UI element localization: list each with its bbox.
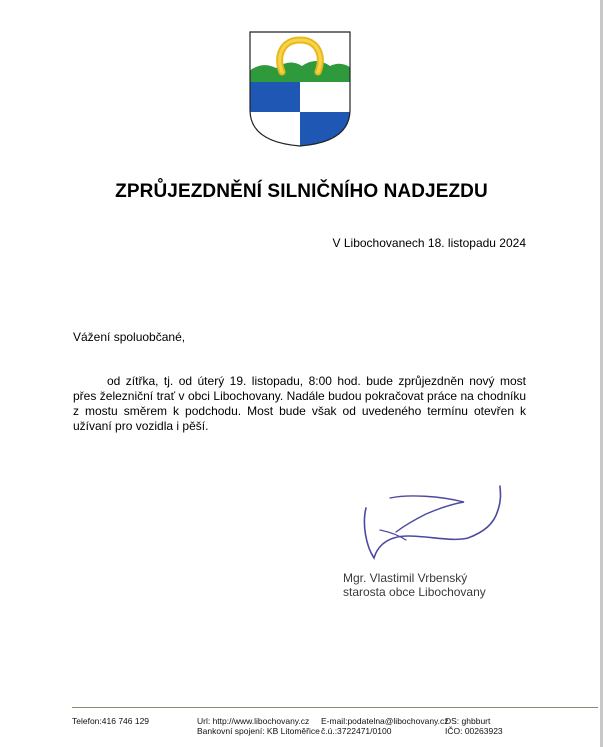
letter-body: od zítřka, tj. od úterý 19. listopadu, 8:00 hod. bude zprůjezdněn nový most přes železniční trať v obci Libochovany. Nadále budou pokračovat práce na chodníku z mostu směrem k podchodu. Most bude však od uvedeného termínu otevřen k užívaní pro vozidla i pěší. [73,374,526,433]
footer-email-col [321,716,449,736]
footer-bank: Bankovní spojení: KB Litoměřice [197,726,320,736]
signer-name: Mgr. Vlastimil Vrbenský [343,571,468,585]
signer-role: starosta obce Libochovany [343,585,486,599]
signature-icon [360,484,510,566]
signer-block [343,571,486,599]
footer-web[interactable]: Url: http://www.libochovany.cz [197,716,310,726]
salutation: Vážení spoluobčané, [73,330,186,344]
footer-ids-col [445,716,503,736]
footer-ds: DS: ghbburt [445,716,491,726]
footer-ico: IČO: 00263923 [445,726,503,736]
footer-account: č.ú.:3722471/0100 [321,726,392,736]
page-title: ZPRŮJEZDNĚNÍ SILNIČNÍHO NADJEZDU [115,181,488,202]
footer-web-col [197,716,320,736]
footer-phone: Telefon:416 746 129 [72,716,150,726]
place-date: V Libochovanech 18. listopadu 2024 [332,236,526,250]
footer-email[interactable]: E-mail:podatelna@libochovany.cz [321,716,449,726]
footer-phone-col [72,716,149,726]
coat-of-arms-icon [246,30,354,148]
footer-divider [72,707,598,708]
